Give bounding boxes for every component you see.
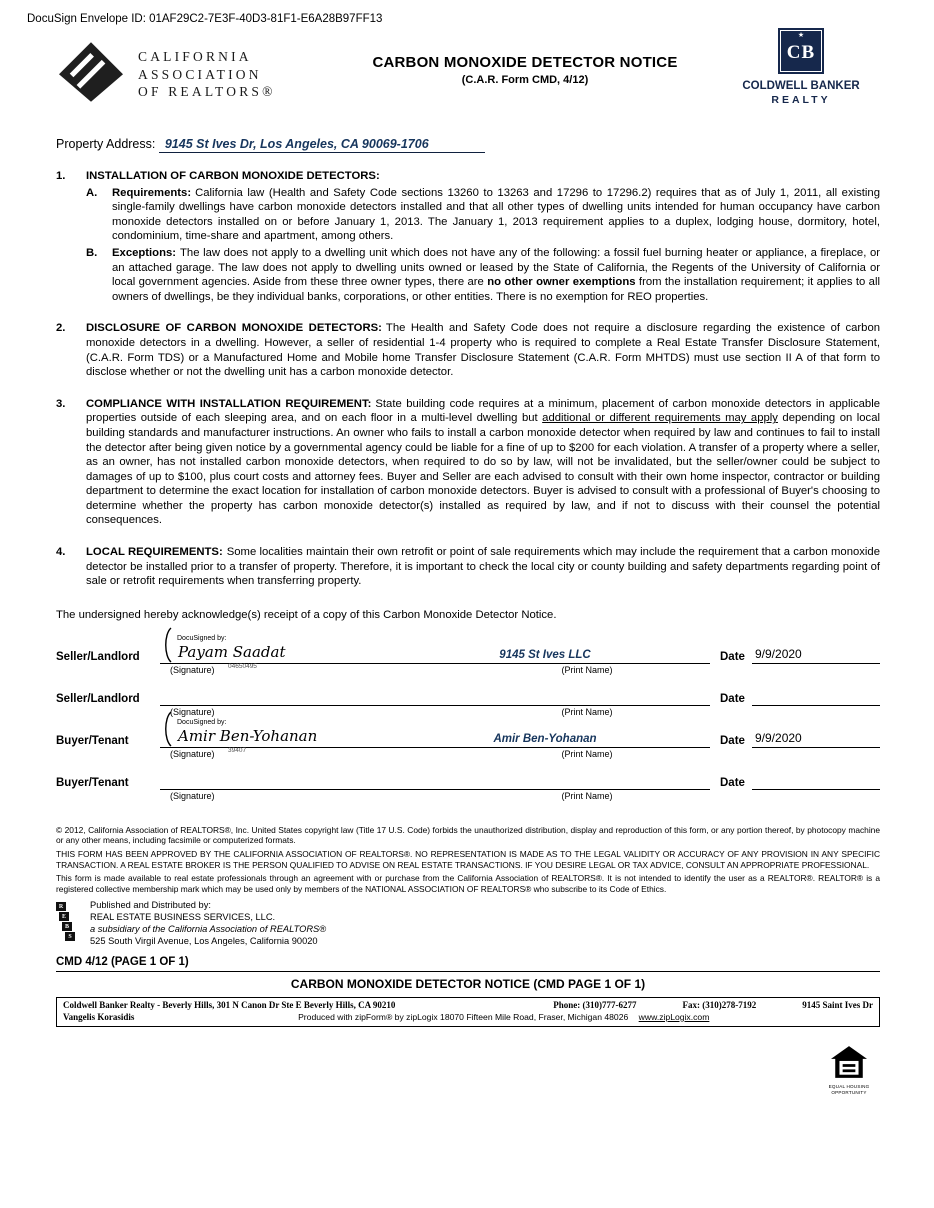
signature-caption: (Signature) <box>170 748 215 759</box>
produced-with-text: Produced with zipForm® by zipLogix 18070 Fifteen Mile Road, Fraser, Michigan 48026 <box>298 1011 629 1022</box>
document-header <box>56 32 880 109</box>
ziplogix-link[interactable]: www.zipLogix.com <box>638 1011 710 1022</box>
rebs-logo: R E B S <box>56 900 82 947</box>
print-name-caption: (Print Name) <box>561 706 613 717</box>
print-name-value[interactable]: Amir Ben-Yohanan <box>493 732 597 745</box>
print-name-value[interactable]: 9145 St Ives LLC <box>499 648 591 661</box>
section-1b-heading: Exceptions: <box>112 246 177 259</box>
signature-block-buyer-2 <box>56 761 880 801</box>
role-label: Seller/Landlord <box>56 650 140 663</box>
property-address-value[interactable]: 9145 St Ives Dr, Los Angeles, CA 90069-1706 <box>159 137 485 153</box>
acknowledgement-text: The undersigned hereby acknowledge(s) receipt of a copy of this Carbon Monoxide Detector Notice. <box>56 608 557 621</box>
signature-value: Payam Saadat <box>178 642 286 661</box>
section-4-body: Some localities maintain their own retrofit or point of sale requirements which may include the requirement that a carbon monoxide detector be installed prior to a transfer of property. Therefore, it is important to check the local city or county building and safety departments regarding point of sale or retrofit requirements when transferring property. <box>86 546 880 588</box>
print-name-caption: (Print Name) <box>561 748 613 759</box>
published-by-address: 525 South Virgil Avenue, Los Angeles, California 90020 <box>90 935 318 946</box>
car-logo-icon <box>56 40 126 109</box>
docusign-label: DocuSigned by: <box>177 718 227 726</box>
signature-line[interactable] <box>160 761 710 790</box>
section-3-body: State building code requires at a minimum, placement of carbon monoxide detectors in applicable properties outside of each sleeping area, and on each floor in a multi-level dwelling but additional or different requirements may apply depending on local building standards and manufacturer instructions. An owner who fails to install a carbon monoxide detector when required by law and continues to fail to install the detector after being given notice by a governmental agency could be liable for a fine of up to $200 for each violation. A transfer of a property where a seller, as an owner, has not installed carbon monoxide detectors, when required to do so by law, will not be invalidated, but the seller/owner could be subject to damages of up to $100, plus court costs and attorney fees. Buyer and Seller are each advised to consult with their own home inspector, contractor or building department to determine the exact location for installation of carbon monoxide detectors. Buyer is advised to consult with a professional of Buyer's choosing to determine whether the property has carbon monoxide detector(s) installed as required by law, and if not to discuss with their counsel the potential consequences. <box>86 397 880 527</box>
signature-area <box>56 635 880 801</box>
published-by-label: Published and Distributed by: <box>90 900 211 911</box>
role-label: Buyer/Tenant <box>56 776 129 789</box>
section-1-number: 1. <box>56 170 66 182</box>
broker-property-ref: 9145 Saint Ives Dr <box>802 999 873 1010</box>
docusign-envelope-id: DocuSign Envelope ID: 01AF29C2-7E3F-40D3-81F1-E6A28B97FF13 <box>27 13 383 25</box>
date-label: Date <box>720 692 745 705</box>
broker-office: Coldwell Banker Realty - Beverly Hills, 301 N Canon Dr Ste E Beverly Hills, CA 90210 <box>63 999 396 1010</box>
section-2-body: The Health and Safety Code does not require a disclosure regarding the existence of carbon monoxide detectors in a dwelling. However, a seller of residential 1-4 property who is required to complete a Real Estate Transfer Disclosure Statement, (C.A.R. Form TDS) or a Manufactured Home and Mobile home Transfer Disclosure Statement (C.A.R. Form MHTDS) must use section II A of that form to disclose whether or not the dwelling unit has a carbon monoxide detector. <box>86 322 881 379</box>
section-1a <box>86 186 880 244</box>
signature-id: 39407 <box>228 746 247 754</box>
date-line[interactable] <box>752 635 880 664</box>
equal-housing-caption: EQUAL HOUSING OPPORTUNITY <box>828 1084 870 1095</box>
section-2-number: 2. <box>56 322 66 335</box>
date-value: 9/9/2020 <box>755 646 802 661</box>
docusign-label: DocuSigned by: <box>177 634 227 642</box>
print-name-caption: (Print Name) <box>561 790 613 801</box>
section-1a-letter: A. <box>86 186 98 199</box>
form-body <box>56 169 880 589</box>
form-code: CMD 4/12 (PAGE 1 OF 1) <box>56 955 189 968</box>
date-label: Date <box>720 650 745 663</box>
date-label: Date <box>720 734 745 747</box>
signature-caption: (Signature) <box>170 706 215 717</box>
copyright-text: © 2012, California Association of REALTORS®, Inc. United States copyright law (Title 17 U.S. Code) forbids the unauthorized distribution, display and reproduction of this form, or any portion thereof, by photocopy machine or any other means, including facsimile or computerized formats. <box>56 824 880 846</box>
signature-block-seller-1 <box>56 635 880 675</box>
form-title: CARBON MONOXIDE DETECTOR NOTICE <box>372 54 678 71</box>
published-by-subsidiary: a subsidiary of the California Association of REALTORS® <box>90 924 327 934</box>
equal-housing-logo <box>826 1046 872 1095</box>
section-4 <box>56 545 880 589</box>
cb-monogram: ★ CB <box>778 28 824 74</box>
print-name-caption: (Print Name) <box>561 664 613 675</box>
date-line[interactable] <box>752 719 880 748</box>
footer-divider <box>56 971 880 972</box>
availability-text: This form is made available to real estate professionals through an agreement with or purchase from the California Association of REALTORS®. It is not intended to identify the user as a REALTOR®. REALTOR® is a registered collective membership mark which may be used only by members of the NATIONAL ASSOCIATION OF REALTORS® who subscribe to its Code of Ethics. <box>56 873 880 894</box>
approval-text: THIS FORM HAS BEEN APPROVED BY THE CALIFORNIA ASSOCIATION OF REALTORS®. NO REPRESENTATION IS MADE AS TO THE LEGAL VALIDITY OR ACCURACY OF ANY PROVISION IN ANY SPECIFIC TRANSACTION. A REAL ESTATE BROKER IS THE PERSON QUALIFIED TO ADVISE ON REAL ESTATE TRANSACTIONS. IF YOU DESIRE LEGAL OR TAX ADVICE, CONSULT AN APPROPRIATE PROFESSIONAL. <box>56 849 880 870</box>
signature-id: 04650495 <box>228 662 257 670</box>
section-1a-body: California law (Health and Safety Code sections 13260 to 13263 and 17296 to 17296.2) requires that as of July 1, 2011, all existing single-family dwellings have carbon monoxide detectors installed and that all other types of dwelling units intended for human occupancy have carbon monoxide detectors installed on or before January 1, 2013. The January 1, 2013 requirement applies to a duplex, lodging house, dormitory, hotel, condominium, time-share and apartment, among others. <box>112 186 880 243</box>
legal-fine-print <box>56 825 880 895</box>
date-label: Date <box>720 776 745 789</box>
section-3-heading: COMPLIANCE WITH INSTALLATION REQUIREMENT: <box>86 397 372 410</box>
coldwell-banker-logo <box>722 28 880 106</box>
signature-line[interactable] <box>160 677 710 706</box>
star-icon: ★ <box>797 32 805 39</box>
published-by-block <box>56 900 880 947</box>
section-1-heading: INSTALLATION OF CARBON MONOXIDE DETECTORS: <box>86 170 380 182</box>
car-logo <box>56 40 328 109</box>
section-1 <box>56 169 880 304</box>
date-line[interactable] <box>752 761 880 790</box>
brand-division: REALTY <box>771 94 831 106</box>
equal-housing-icon <box>831 1046 867 1078</box>
brand-name: COLDWELL BANKER <box>742 80 860 92</box>
car-logo-text <box>138 48 276 101</box>
published-by-company: REAL ESTATE BUSINESS SERVICES, LLC. <box>90 912 276 923</box>
date-line[interactable] <box>752 677 880 706</box>
car-logo-line2: ASSOCIATION <box>138 66 262 82</box>
signature-block-buyer-1 <box>56 719 880 759</box>
section-1b-letter: B. <box>86 246 98 259</box>
role-label: Seller/Landlord <box>56 692 140 705</box>
form-subtitle: (C.A.R. Form CMD, 4/12) <box>461 74 589 86</box>
section-1b-body: The law does not apply to a dwelling unit which does not have any of the following: a fossil fuel burning heater or appliance, a fireplace, or an attached garage. The law does not apply to dwelling units owned or leased by the State of California, the Regents of the University of California or local government agencies. Aside from these three owner types, there are no other owner exemptions from the installation requirement; it applies to all owners of dwellings, be they individual banks, corporations, or other entities. There is no exemption for REO properties. <box>112 246 880 303</box>
car-logo-line1: CALIFORNIA <box>138 49 252 65</box>
signature-caption: (Signature) <box>170 664 215 675</box>
broker-fax: Fax: (310)278-7192 <box>682 999 757 1010</box>
footer-page-title: CARBON MONOXIDE DETECTOR NOTICE (CMD PAGE 1 OF 1) <box>290 976 646 991</box>
broker-phone: Phone: (310)777-6277 <box>553 999 637 1010</box>
car-logo-line3: OF REALTORS® <box>138 84 276 100</box>
signature-caption: (Signature) <box>170 790 215 801</box>
section-3-number: 3. <box>56 397 66 410</box>
property-address-row <box>56 137 880 151</box>
section-1a-heading: Requirements: <box>112 186 192 199</box>
broker-info-box <box>56 997 880 1027</box>
stamp-bracket-icon <box>162 627 172 663</box>
section-4-number: 4. <box>56 546 66 559</box>
section-1b <box>86 246 880 304</box>
property-address-label: Property Address: <box>56 137 156 151</box>
stamp-bracket-icon <box>162 711 172 747</box>
section-2-heading: DISCLOSURE OF CARBON MONOXIDE DETECTORS: <box>86 322 382 335</box>
signature-value: Amir Ben-Yohanan <box>178 726 318 745</box>
section-4-heading: LOCAL REQUIREMENTS: <box>86 546 223 559</box>
role-label: Buyer/Tenant <box>56 734 129 747</box>
section-3 <box>56 397 880 528</box>
date-value: 9/9/2020 <box>755 730 802 745</box>
broker-agent: Vangelis Korasidis <box>63 1011 135 1022</box>
section-2 <box>56 321 880 379</box>
